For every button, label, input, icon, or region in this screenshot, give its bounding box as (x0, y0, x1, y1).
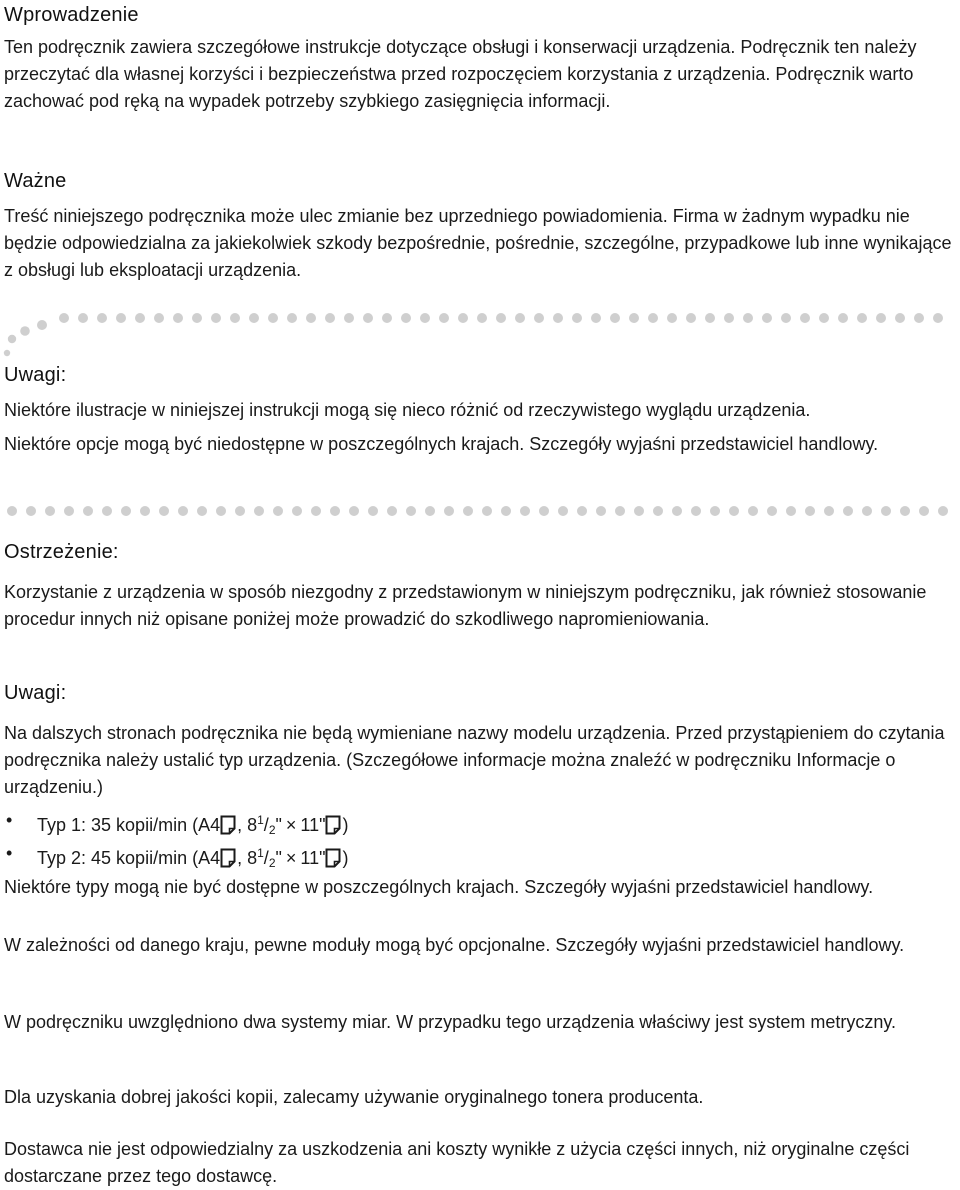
paper-portrait-orientation-icon (325, 848, 341, 868)
model-type-label: Typ 2: 45 kopii/min (A4 (37, 848, 221, 868)
bullet-dot-icon: • (6, 810, 13, 830)
paper-portrait-orientation-icon (220, 848, 236, 868)
intro-heading: Wprowadzenie (4, 4, 139, 26)
notes-heading: Uwagi: (4, 364, 67, 386)
bullet-dot-icon: • (6, 843, 13, 863)
notes-paragraph-model: Na dalszych stronach podręcznika nie będą wymieniane nazwy modelu urządzenia. Przed przystąpieniem do czytania podręcznika należy ustalić typ urządzenia. (Szczegółowe informacje można znaleźć w podręczniku Informacje o urządzeniu.) (4, 723, 945, 797)
caution-paragraph: Korzystanie z urządzenia w sposób niezgodny z przedstawionym w niniejszym podręczniku, jak również stosowanie procedur innych niż opisane poniżej może prowadzić do szkodliwego napromieniowania. (4, 582, 927, 629)
multiplication-sign-icon: × (285, 815, 297, 835)
notes-paragraph-illustrations: Niektóre ilustracje w niniejszej instrukcji mogą się nieco różnić od rzeczywistego wyglądu urządzenia. (4, 400, 811, 420)
intro-paragraph: Ten podręcznik zawiera szczegółowe instrukcje dotyczące obsługi i konserwacji urządzenia. Podręcznik ten należy przeczytać dla własnej korzyści i bezpieczeństwa przed rozpoczęciem korzystania z urządzenia. Podręcznik warto zachować pod ręką na wypadek potrzeby szybkiego zasięgnięcia informacji. (4, 37, 917, 111)
multiplication-sign-icon: × (285, 848, 297, 868)
paper-portrait-orientation-icon (325, 815, 341, 835)
notes-heading: Uwagi: (4, 682, 67, 704)
notes-paragraph-options: Niektóre opcje mogą być niedostępne w poszczególnych krajach. Szczegóły wyjaśni przedstawiciel handlowy. (4, 434, 879, 454)
liability-paragraph: Dostawca nie jest odpowiedzialny za uszkodzenia ani koszty wynikłe z użycia części innych, niż oryginalne części dostarczane przez tego dostawcę. (4, 1139, 910, 1186)
model-type-label: Typ 1: 35 kopii/min (A4 (37, 815, 221, 835)
caution-heading: Ostrzeżenie: (4, 541, 119, 563)
important-heading: Ważne (4, 170, 67, 192)
notes-paragraph-availability: Niektóre typy mogą nie być dostępne w poszczególnych krajach. Szczegóły wyjaśni przedstawiciel handlowy. (4, 877, 874, 897)
important-paragraph: Treść niniejszego podręcznika może ulec zmianie bez uprzedniego powiadomienia. Firma w żadnym wypadku nie będzie odpowiedzialna za jakiekolwiek szkody bezpośrednie, pośrednie, szczególne, przypadkowe lub inne wynikające z obsługi lub eksploatacji urządzenia. (4, 206, 952, 280)
document-page: Wprowadzenie Ten podręcznik zawiera szczegółowe instrukcje dotyczące obsługi i konserwacji urządzenia. Podręcznik ten należy przeczytać dla własnej korzyści i bezpieczeństwa przed rozpoczęciem korzystania z urządzenia. Podręcznik warto zachować pod ręką na wypadek potrzeby szybkiego zasięgnięcia informacji. Ważne Treść niniejszego podręcznika może ulec zmianie bez uprzedniego powiadomienia. Firma w żadnym wypadku nie będzie odpowiedzialna za jakiekolwiek szkody bezpośrednie, pośrednie, szczególne, przypadkowe lub inne wynikające z obsługi lub eksploatacji urządzenia. Uwagi: Niektóre ilustracje w niniejszej instrukcji mogą się nieco różnić od rzeczywistego wyglądu urządzenia. Niektóre opcje mogą być niedostępne w poszczególnych krajach. Szczegóły wyjaśni przedstawiciel handlowy. Ostrzeżenie: Korzystanie z urządzenia w sposób niezgodny z przedstawionym w niniejszym podręczniku, jak również stosowanie procedur innych niż opisane poniżej może prowadzić do szkodliwego napromieniowania. Uwagi: Na dalszych stronach podręcznika nie będą wymieniane nazwy modelu urządzenia. Przed przystąpieniem do czytania podręcznika należy ustalić typ urządzenia. (Szczegółowe informacje można znaleźć w podręczniku Informacje o urządzeniu.) • Typ 1: 35 kopii/min (A4 , $8^1/2$" × 11" ) • Typ 2: 45 kopii/min (A4 , $8^1/2$" × 11" ) Niektóre typy mogą nie być dostępne w poszczególnych krajach. Szczegóły wyjaśni przedstawiciel handlowy. W zależności od danego kraju, pewne moduły mogą być opcjonalne. Szczegóły wyjaśni przedstawiciel handlowy. W podręczniku uwzględniono dwa systemy miar. W przypadku tego urządzenia właściwy jest system metryczny. Dla uzyskania dobrej jakości kopii, zalecamy używanie oryginalnego tonera producenta. Dostawca nie jest odpowiedzialny za uszkodzenia ani koszty wynikłe z użycia części innych, niż oryginalne części dostarczane przez tego dostawcę. (0, 0, 960, 1189)
toner-paragraph: Dla uzyskania dobrej jakości kopii, zalecamy używanie oryginalnego tonera producenta. (4, 1087, 704, 1107)
dotted-divider-icon (0, 500, 960, 524)
paper-portrait-orientation-icon (220, 815, 236, 835)
measurement-paragraph: W podręczniku uwzględniono dwa systemy miar. W przypadku tego urządzenia właściwy jest system metryczny. (4, 1012, 897, 1032)
dotted-divider-icon (0, 305, 960, 365)
notes-paragraph-optional-modules: W zależności od danego kraju, pewne moduły mogą być opcjonalne. Szczegóły wyjaśni przedstawiciel handlowy. (4, 935, 905, 955)
